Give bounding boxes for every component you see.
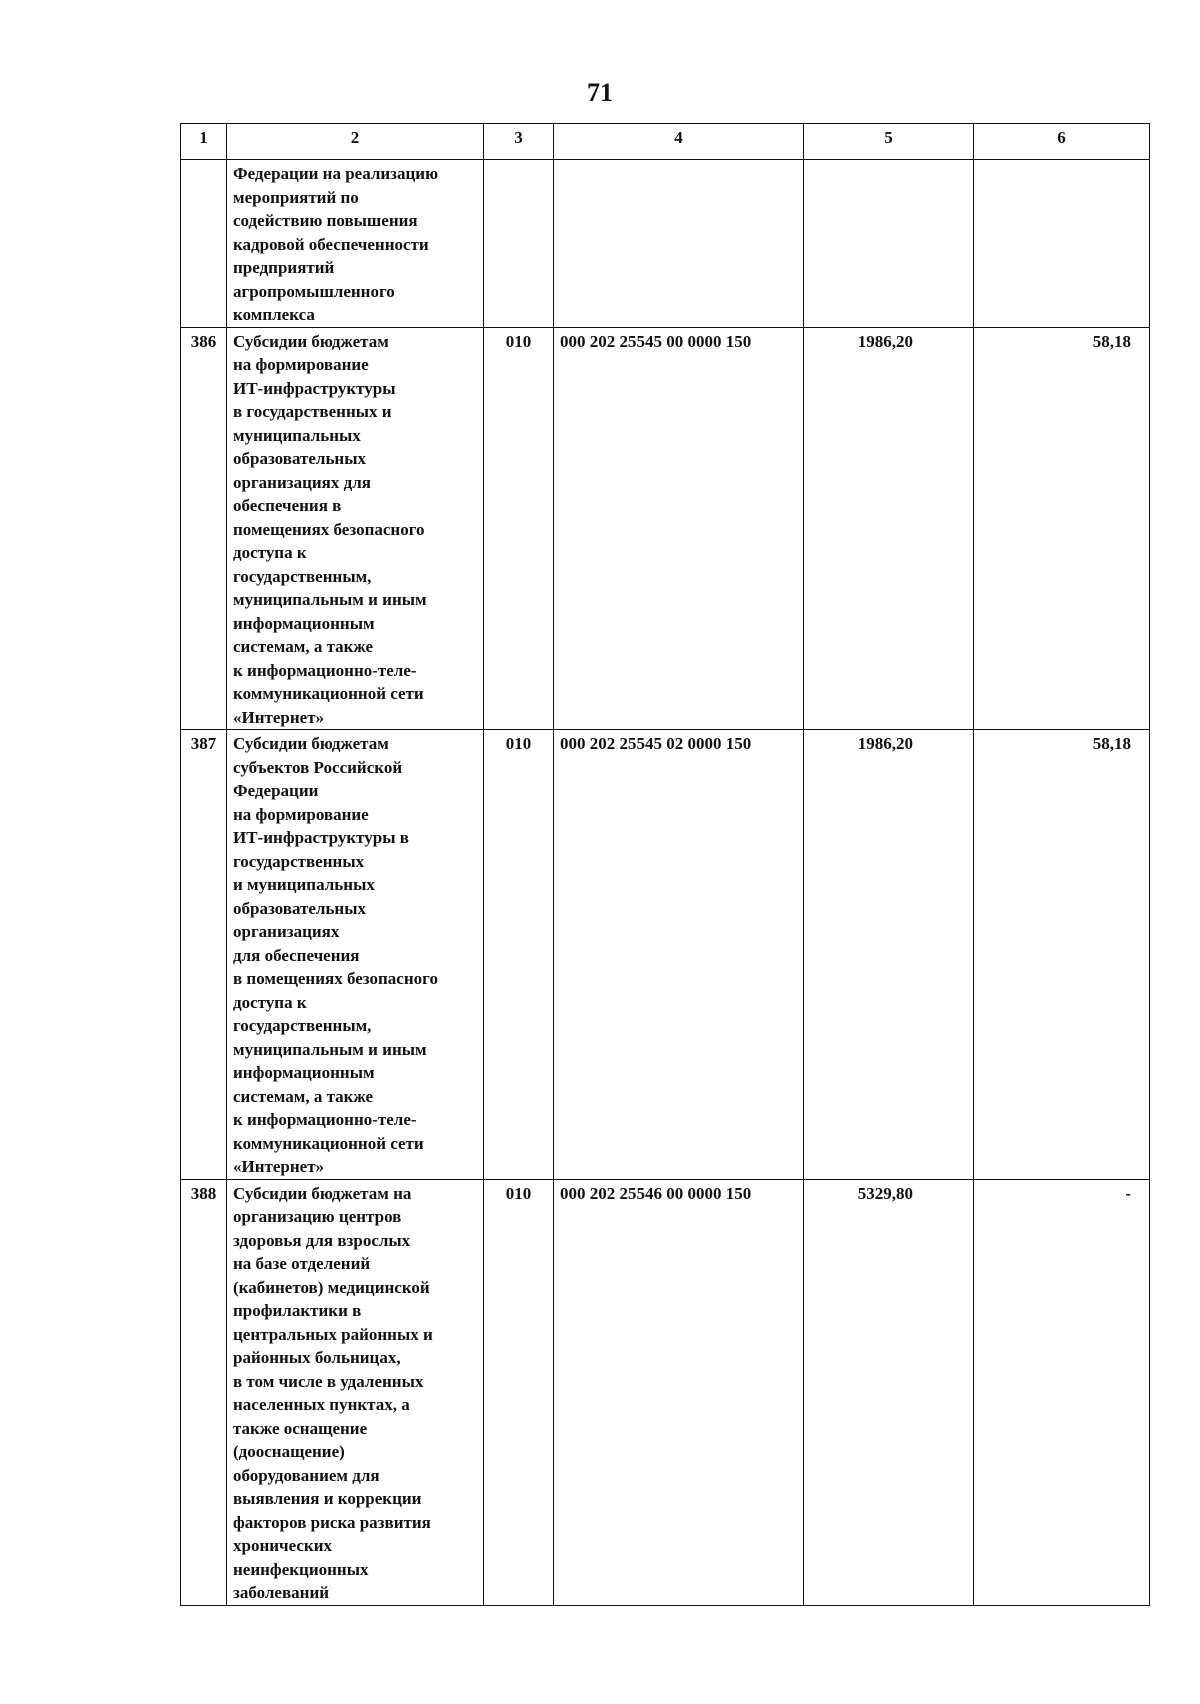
row-number-cell: 386 — [181, 327, 227, 730]
name-line: (дооснащение) — [233, 1442, 345, 1461]
name-line: Субсидии бюджетам — [233, 734, 389, 753]
row-kbk-cell: 000 202 25545 02 0000 150 — [554, 730, 804, 1180]
name-line: доступа к — [233, 992, 307, 1012]
name-line: Субсидии бюджетам — [233, 331, 389, 351]
row-value5-cell — [804, 160, 974, 328]
name-line: доступа к — [233, 543, 307, 562]
name-line: организацию центров — [233, 1207, 402, 1226]
name-line: обеспечения в — [233, 496, 342, 515]
row-kbk-cell: 000 202 25545 00 0000 150 — [554, 327, 804, 730]
name-line: комплекса — [233, 305, 315, 324]
name-line: агропромышленного — [233, 281, 395, 301]
name-line: населенных пунктах, а — [233, 1395, 410, 1414]
name-line: предприятий — [233, 258, 335, 277]
name-line: помещениях безопасного — [233, 519, 425, 539]
name-line: Федерации на реализацию — [233, 164, 439, 183]
row-number-cell: 387 — [181, 730, 227, 1180]
name-line: муниципальным и иным — [233, 590, 427, 609]
name-line: факторов риска развития — [233, 1512, 431, 1532]
name-line: государственным, — [233, 1016, 372, 1035]
name-line: организациях для — [233, 472, 371, 492]
row-kbk-cell — [554, 160, 804, 328]
name-line: неинфекционных — [233, 1559, 369, 1579]
header-cell-5: 5 — [804, 124, 974, 160]
row-code-cell: 010 — [484, 730, 554, 1180]
row-code-cell: 010 — [484, 327, 554, 730]
name-line: районных больницах, — [233, 1348, 401, 1367]
name-line: коммуникационной сети — [233, 684, 424, 703]
name-line: муниципальных — [233, 425, 361, 445]
name-line: образовательных — [233, 449, 366, 468]
row-name-cell — [227, 730, 484, 1180]
name-line: центральных районных и — [233, 1324, 433, 1344]
row-number-cell — [181, 160, 227, 328]
table-header-row — [181, 124, 1150, 160]
name-line: здоровья для взрослых — [233, 1230, 411, 1250]
row-code-cell: 010 — [484, 1179, 554, 1605]
row-value6-cell: - — [974, 1179, 1150, 1605]
row-code-cell — [484, 160, 554, 328]
name-line: государственных — [233, 851, 365, 871]
row-number-cell: 388 — [181, 1179, 227, 1605]
name-line: (кабинетов) медицинской — [233, 1277, 430, 1297]
row-value6-cell: 58,18 — [974, 327, 1150, 730]
name-line: в том числе в удаленных — [233, 1371, 424, 1391]
name-line: ИТ-инфраструктуры — [233, 378, 396, 398]
header-cell-3: 3 — [484, 124, 554, 160]
table-row — [181, 327, 1150, 730]
name-line: государственным, — [233, 566, 372, 586]
row-value6-cell — [974, 160, 1150, 328]
name-line: содействию повышения — [233, 211, 418, 230]
name-line: Субсидии бюджетам на — [233, 1183, 412, 1203]
header-cell-4: 4 — [554, 124, 804, 160]
table-row — [181, 730, 1150, 1180]
budget-table — [180, 123, 1150, 1606]
name-line: в помещениях безопасного — [233, 969, 438, 988]
header-cell-2: 2 — [227, 124, 484, 160]
name-line: на формирование — [233, 804, 369, 824]
name-line: профилактики в — [233, 1301, 362, 1320]
table-row — [181, 1179, 1150, 1605]
name-line: Федерации — [233, 781, 319, 800]
name-line: к информационно-теле- — [233, 1110, 417, 1129]
name-line: «Интернет» — [233, 707, 325, 727]
name-line: системам, а также — [233, 1086, 374, 1106]
name-line: выявления и коррекции — [233, 1489, 422, 1508]
table-row-continuation — [181, 160, 1150, 328]
row-name-cell — [227, 160, 484, 328]
name-line: образовательных — [233, 898, 366, 918]
name-line: мероприятий по — [233, 187, 359, 207]
name-line: на формирование — [233, 355, 369, 374]
name-line: информационным — [233, 613, 375, 633]
name-line: субъектов Российской — [233, 757, 403, 777]
name-line: и муниципальных — [233, 875, 375, 894]
header-cell-1: 1 — [181, 124, 227, 160]
name-line: также оснащение — [233, 1418, 368, 1438]
name-line: муниципальным и иным — [233, 1039, 427, 1059]
name-line: на базе отделений — [233, 1254, 371, 1273]
name-line: системам, а также — [233, 637, 374, 656]
row-value5-cell: 1986,20 — [804, 730, 974, 1180]
row-value5-cell: 5329,80 — [804, 1179, 974, 1605]
row-value6-cell: 58,18 — [974, 730, 1150, 1180]
name-line: ИТ-инфраструктуры в — [233, 828, 409, 847]
name-line: кадровой обеспеченности — [233, 234, 429, 254]
page-number: 71 — [587, 78, 613, 107]
name-line: к информационно-теле- — [233, 660, 417, 680]
header-cell-6: 6 — [974, 124, 1150, 160]
name-line: заболеваний — [233, 1583, 330, 1602]
name-line: оборудованием для — [233, 1465, 380, 1485]
name-line: в государственных и — [233, 402, 392, 421]
row-name-cell — [227, 1179, 484, 1605]
name-line: «Интернет» — [233, 1157, 325, 1176]
row-kbk-cell: 000 202 25546 00 0000 150 — [554, 1179, 804, 1605]
name-line: коммуникационной сети — [233, 1133, 424, 1153]
row-value5-cell: 1986,20 — [804, 327, 974, 730]
name-line: хронических — [233, 1536, 333, 1555]
name-line: организациях — [233, 922, 340, 941]
name-line: для обеспечения — [233, 945, 360, 965]
name-line: информационным — [233, 1063, 375, 1082]
row-name-cell — [227, 327, 484, 730]
